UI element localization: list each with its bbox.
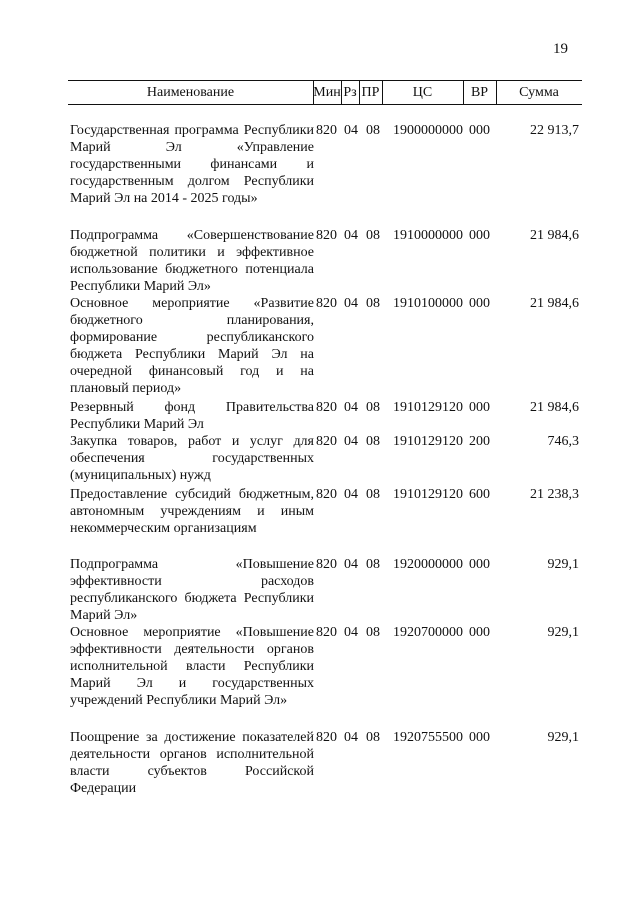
row-min: 820 [316,625,337,640]
row-pr: 08 [366,123,380,138]
row-rz: 04 [344,296,358,311]
row-pr: 08 [366,625,380,640]
header-vr: ВР [470,85,489,100]
row-cs: 1920700000 [393,625,463,640]
row-vr: 000 [469,228,490,243]
row-name: Предоставление субсидий бюджетным, автономным учреждениям и иным некоммерческим организациям [70,487,314,536]
row-vr: 000 [469,730,490,745]
row-min: 820 [316,228,337,243]
row-sum: 929,1 [547,730,579,745]
row-min: 820 [316,123,337,138]
row-vr: 000 [469,625,490,640]
row-rz: 04 [344,730,358,745]
header-min: Мин [313,85,341,100]
row-pr: 08 [366,487,380,502]
row-sum: 21 984,6 [530,296,579,311]
row-vr: 000 [469,557,490,572]
header-sum: Сумма [519,85,559,100]
row-name: Подпрограмма «Совершенствование бюджетной политики и эффективное использование бюджетного потенциала Республики Марий Эл» [70,228,314,294]
row-pr: 08 [366,400,380,415]
row-name: Подпрограмма «Повышение эффективности расходов республиканского бюджета Республики Марий Эл» [70,557,314,623]
row-rz: 04 [344,400,358,415]
row-cs: 1920000000 [393,557,463,572]
header-pr: ПР [361,85,380,100]
row-pr: 08 [366,434,380,449]
row-rz: 04 [344,123,358,138]
row-sum: 929,1 [547,557,579,572]
page-number: 19 [553,41,568,57]
row-min: 820 [316,434,337,449]
row-rz: 04 [344,625,358,640]
row-vr: 000 [469,296,490,311]
row-sum: 929,1 [547,625,579,640]
row-rz: 04 [344,557,358,572]
row-name: Основное мероприятие «Развитие бюджетного планирования, формирование республиканского бюджета Республики Марий Эл на очередной финансовый год и на плановый период» [70,296,314,396]
row-min: 820 [316,557,337,572]
row-name: Поощрение за достижение показателей деятельности органов исполнительной власти субъектов Российской Федерации [70,730,314,796]
row-cs: 1900000000 [393,123,463,138]
row-cs: 1920755500 [393,730,463,745]
row-cs: 1910129120 [393,400,463,415]
header-top-rule [68,80,582,81]
header-bottom-rule [68,104,582,105]
row-min: 820 [316,296,337,311]
row-name: Основное мероприятие «Повышение эффективности деятельности органов исполнительной власти Республики Марий Эл и государственных учреждений Республики Марий Эл» [70,625,314,708]
row-pr: 08 [366,730,380,745]
row-min: 820 [316,400,337,415]
row-pr: 08 [366,557,380,572]
row-name: Государственная программа Республики Марий Эл «Управление государственными финансами и государственным долгом Республики Марий Эл на 2014 - 2025 годы» [70,123,314,206]
header-name: Наименование [146,85,235,100]
header-cs: ЦС [412,85,433,100]
row-rz: 04 [344,487,358,502]
row-cs: 1910129120 [393,487,463,502]
header-rz: Рз [343,85,357,100]
row-min: 820 [316,730,337,745]
row-name: Закупка товаров, работ и услуг для обеспечения государственных (муниципальных) нужд [70,434,314,483]
row-name: Резервный фонд Правительства Республики Марий Эл [70,400,314,432]
row-sum: 21 984,6 [530,400,579,415]
row-vr: 200 [469,434,490,449]
row-vr: 000 [469,123,490,138]
row-pr: 08 [366,296,380,311]
row-min: 820 [316,487,337,502]
row-sum: 746,3 [547,434,579,449]
row-cs: 1910100000 [393,296,463,311]
row-vr: 600 [469,487,490,502]
row-rz: 04 [344,434,358,449]
row-cs: 1910000000 [393,228,463,243]
row-sum: 21 984,6 [530,228,579,243]
row-vr: 000 [469,400,490,415]
row-sum: 22 913,7 [530,123,579,138]
row-rz: 04 [344,228,358,243]
row-cs: 1910129120 [393,434,463,449]
row-pr: 08 [366,228,380,243]
row-sum: 21 238,3 [530,487,579,502]
